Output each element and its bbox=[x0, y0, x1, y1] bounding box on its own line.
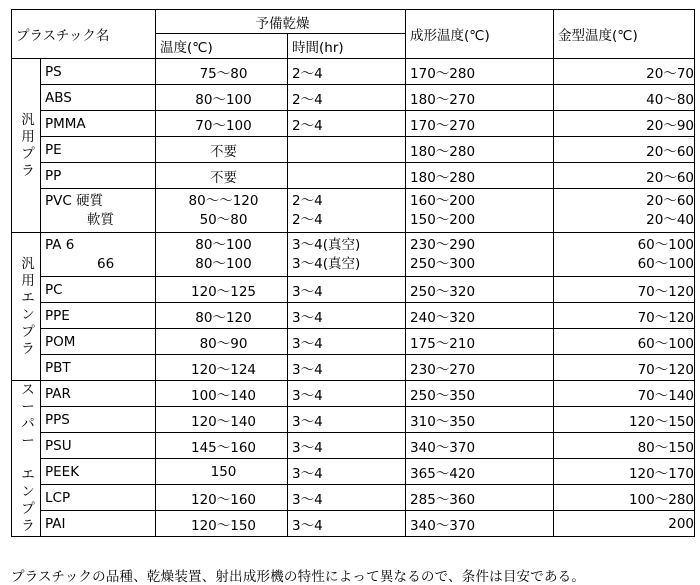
plastic-name-cell: ABS bbox=[41, 85, 156, 111]
category-char: エ bbox=[21, 289, 35, 306]
plastic-name-cell: PS bbox=[41, 59, 156, 85]
category-char: ン bbox=[21, 484, 35, 500]
predry-time-cell: 3～4 bbox=[288, 277, 406, 303]
predry-time-cell: 3～4 bbox=[288, 355, 406, 381]
mold-temp-cell bbox=[554, 233, 695, 277]
predry-temp-cell-line: 80～100 bbox=[195, 236, 252, 253]
category-char: プ bbox=[21, 145, 35, 162]
plastic-name-cell-line: 軟質 bbox=[87, 211, 114, 228]
mold-temp-cell: 20～70 bbox=[554, 59, 695, 85]
table-row bbox=[12, 137, 695, 163]
predry-temp-cell-line: 80～100 bbox=[195, 255, 252, 272]
molding-temp-cell: 170～280 bbox=[406, 59, 554, 85]
plastic-conditions-table bbox=[11, 9, 695, 537]
plastic-name-cell: PEEK bbox=[41, 459, 156, 485]
molding-temp-cell: 250～320 bbox=[406, 277, 554, 303]
molding-temp-cell bbox=[406, 233, 554, 277]
predry-time-cell bbox=[288, 189, 406, 233]
table-row bbox=[12, 485, 695, 511]
plastic-name-cell-line: PVC 硬質 bbox=[45, 192, 104, 209]
molding-temp-cell: 175～210 bbox=[406, 329, 554, 355]
mold-temp-cell: 20～60 bbox=[554, 137, 695, 163]
table-row bbox=[12, 59, 695, 85]
predry-temp-cell: 120～125 bbox=[156, 277, 288, 303]
category-char bbox=[16, 450, 40, 467]
predry-temp-cell: 120～124 bbox=[156, 355, 288, 381]
mold-temp-cell: 70～120 bbox=[554, 303, 695, 329]
predry-temp-cell: 70～100 bbox=[156, 111, 288, 137]
plastic-name-cell: PMMA bbox=[41, 111, 156, 137]
category-char: プ bbox=[21, 501, 35, 517]
table-row bbox=[12, 189, 695, 233]
predry-temp-cell: 100～140 bbox=[156, 381, 288, 407]
predry-temp-cell: 不要 bbox=[156, 137, 288, 163]
predry-time-cell: 3～4 bbox=[288, 381, 406, 407]
table-row bbox=[12, 459, 695, 485]
predry-temp-cell: 120～150 bbox=[156, 511, 288, 537]
molding-temp-cell: 180～280 bbox=[406, 137, 554, 163]
mold-temp-cell bbox=[554, 189, 695, 233]
molding-temp-cell-line: 160～200 bbox=[410, 192, 476, 209]
header-molding-temp: 成形温度(℃) bbox=[406, 10, 554, 59]
table-row bbox=[12, 233, 695, 277]
molding-temp-cell: 340～370 bbox=[406, 433, 554, 459]
category-cell bbox=[12, 59, 41, 233]
table-row bbox=[12, 111, 695, 137]
mold-temp-cell: 120～150 bbox=[554, 407, 695, 433]
category-char: ラ bbox=[21, 518, 35, 534]
header-mold-temp: 金型温度(℃) bbox=[554, 10, 695, 59]
predry-time-cell: 3～4 bbox=[288, 407, 406, 433]
plastic-name-cell: LCP bbox=[41, 485, 156, 511]
predry-temp-cell: 80～120 bbox=[156, 303, 288, 329]
plastic-name-cell: PE bbox=[41, 137, 156, 163]
mold-temp-cell-line: 60～100 bbox=[637, 255, 695, 272]
molding-temp-cell: 170～270 bbox=[406, 111, 554, 137]
predry-temp-cell: 120～140 bbox=[156, 407, 288, 433]
plastic-name-cell: PSU bbox=[41, 433, 156, 459]
molding-temp-cell: 240～320 bbox=[406, 303, 554, 329]
mold-temp-cell: 200 bbox=[554, 511, 695, 537]
predry-time-cell: 2～4 bbox=[288, 59, 406, 85]
plastic-name-cell: PPE bbox=[41, 303, 156, 329]
table-row bbox=[12, 381, 695, 407]
category-char: ン bbox=[21, 306, 35, 323]
predry-time-cell: 3～4 bbox=[288, 459, 406, 485]
mold-temp-cell: 120～170 bbox=[554, 459, 695, 485]
plastic-name-cell: PAR bbox=[41, 381, 156, 407]
predry-temp-cell bbox=[156, 189, 288, 233]
mold-temp-cell: 20～60 bbox=[554, 163, 695, 189]
predry-temp-cell: 145～160 bbox=[156, 433, 288, 459]
molding-temp-cell: 230～270 bbox=[406, 355, 554, 381]
molding-temp-cell-line: 150～200 bbox=[410, 211, 476, 228]
predry-time-cell bbox=[288, 163, 406, 189]
header-predry-time: 時間(hr) bbox=[288, 34, 406, 59]
predry-time-cell-line: 2～4 bbox=[292, 192, 323, 209]
predry-time-cell-line: 2～4 bbox=[292, 211, 323, 228]
header-predry-temp: 温度(℃) bbox=[156, 34, 288, 59]
molding-temp-cell: 250～350 bbox=[406, 381, 554, 407]
header-predry: 予備乾燥 bbox=[156, 10, 406, 34]
category-char: ー bbox=[21, 433, 35, 449]
table-row bbox=[12, 355, 695, 381]
molding-temp-cell: 310～350 bbox=[406, 407, 554, 433]
predry-time-cell bbox=[288, 137, 406, 163]
mold-temp-cell-line: 20～60 bbox=[646, 192, 695, 209]
category-char: パ bbox=[21, 416, 35, 432]
plastic-name-cell-line: 66 bbox=[97, 255, 115, 272]
mold-temp-cell: 70～120 bbox=[554, 355, 695, 381]
table-body bbox=[12, 59, 695, 537]
molding-temp-cell: 180～280 bbox=[406, 163, 554, 189]
table-row bbox=[12, 433, 695, 459]
predry-time-cell: 3～4 bbox=[288, 511, 406, 537]
mold-temp-cell: 60～100 bbox=[554, 329, 695, 355]
category-char: 汎 bbox=[21, 111, 35, 128]
predry-temp-cell-line: 80～～120 bbox=[188, 192, 259, 209]
mold-temp-cell-line: 20～40 bbox=[646, 211, 695, 228]
footnote: プラスチックの品種、乾燥装置、射出成形機の特性によって異なるので、条件は目安である。 bbox=[11, 569, 586, 585]
predry-time-cell: 2～4 bbox=[288, 111, 406, 137]
predry-temp-cell: 150 bbox=[156, 459, 288, 485]
category-char: ラ bbox=[21, 340, 35, 357]
predry-temp-cell-line: 50～80 bbox=[199, 211, 248, 228]
predry-time-cell bbox=[288, 233, 406, 277]
plastic-name-cell: PAI bbox=[41, 511, 156, 537]
plastic-name-cell bbox=[41, 189, 156, 233]
predry-temp-cell: 80～90 bbox=[156, 329, 288, 355]
category-char: ー bbox=[21, 399, 35, 415]
category-cell bbox=[12, 233, 41, 381]
predry-temp-cell bbox=[156, 233, 288, 277]
plastic-name-cell: PC bbox=[41, 277, 156, 303]
mold-temp-cell: 20～90 bbox=[554, 111, 695, 137]
category-char: 用 bbox=[21, 272, 35, 289]
mold-temp-cell: 80～150 bbox=[554, 433, 695, 459]
table-row bbox=[12, 163, 695, 189]
plastic-name-cell: PBT bbox=[41, 355, 156, 381]
molding-temp-cell: 180～270 bbox=[406, 85, 554, 111]
category-char: 汎 bbox=[21, 255, 35, 272]
plastic-name-cell: POM bbox=[41, 329, 156, 355]
table-row bbox=[12, 407, 695, 433]
category-cell bbox=[12, 381, 41, 537]
header-plastic-name: プラスチック名 bbox=[12, 10, 156, 59]
category-char: ラ bbox=[21, 162, 35, 179]
predry-time-cell: 3～4 bbox=[288, 485, 406, 511]
mold-temp-cell: 70～120 bbox=[554, 277, 695, 303]
predry-temp-cell: 80～100 bbox=[156, 85, 288, 111]
table-row bbox=[12, 303, 695, 329]
mold-temp-cell: 70～140 bbox=[554, 381, 695, 407]
predry-time-cell: 3～4 bbox=[288, 329, 406, 355]
predry-temp-cell: 120～160 bbox=[156, 485, 288, 511]
category-char: 用 bbox=[21, 128, 35, 145]
table-row bbox=[12, 85, 695, 111]
predry-time-cell-line: 3～4(真空) bbox=[292, 236, 361, 253]
molding-temp-cell: 285～360 bbox=[406, 485, 554, 511]
molding-temp-cell: 365～420 bbox=[406, 459, 554, 485]
plastic-name-cell: PPS bbox=[41, 407, 156, 433]
predry-time-cell: 3～4 bbox=[288, 433, 406, 459]
predry-time-cell: 2～4 bbox=[288, 85, 406, 111]
molding-temp-cell-line: 230～290 bbox=[410, 236, 476, 253]
predry-time-cell-line: 3～4(真空) bbox=[292, 255, 361, 272]
category-char: プ bbox=[21, 323, 35, 340]
table-row bbox=[12, 277, 695, 303]
plastic-name-cell: PP bbox=[41, 163, 156, 189]
molding-temp-cell: 340～370 bbox=[406, 511, 554, 537]
predry-time-cell: 3～4 bbox=[288, 303, 406, 329]
category-char: エ bbox=[21, 467, 35, 483]
plastic-name-cell-line: PA 6 bbox=[45, 236, 75, 253]
mold-temp-cell: 100～280 bbox=[554, 485, 695, 511]
predry-temp-cell: 75～80 bbox=[156, 59, 288, 85]
category-char: ス bbox=[21, 382, 35, 398]
mold-temp-cell: 40～80 bbox=[554, 85, 695, 111]
table-row bbox=[12, 329, 695, 355]
predry-temp-cell: 不要 bbox=[156, 163, 288, 189]
mold-temp-cell-line: 60～100 bbox=[637, 236, 695, 253]
table-row bbox=[12, 511, 695, 537]
molding-temp-cell bbox=[406, 189, 554, 233]
molding-temp-cell-line: 250～300 bbox=[410, 255, 476, 272]
plastic-name-cell bbox=[41, 233, 156, 277]
